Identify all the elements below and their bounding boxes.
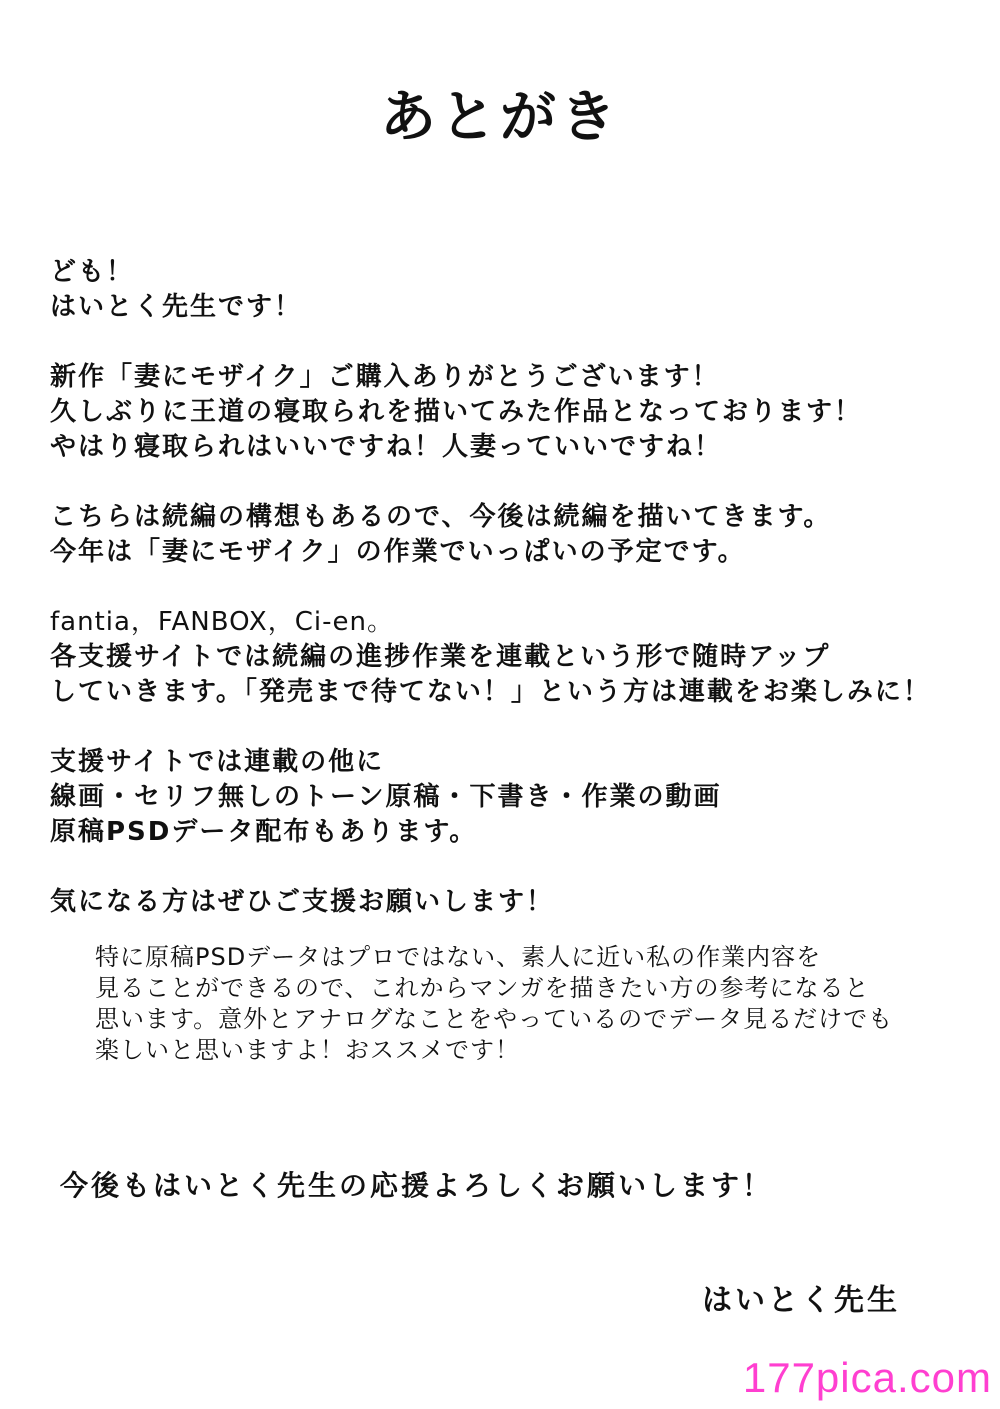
text-line: 支援サイトでは連載の他に: [50, 747, 385, 777]
text-line: やはり寝取られはいいですね！人妻っていいですね！: [50, 432, 723, 462]
author-signature: はいとく先生: [702, 1283, 900, 1318]
text-line: はいとく先生です！: [50, 292, 303, 322]
text-line: していきます。「発売まで待てない！」という方は連載をお楽しみに！: [50, 677, 931, 707]
paragraph-support-sites: [50, 605, 980, 710]
paragraph-sequel: [50, 500, 980, 570]
afterword-body: [50, 255, 980, 955]
text-line: fantia，FANBOX，Ci-en。: [50, 607, 394, 637]
text-line: 線画・セリフ無しのトーン原稿・下書き・作業の動画: [50, 782, 722, 812]
paragraph-extras: [50, 745, 980, 850]
note-line: 見ることができるので、これからマンガを描きたい方の参考になると: [95, 974, 870, 1002]
note-line: 思います。意外とアナログなことをやっているのでデータ見るだけでも: [95, 1005, 894, 1033]
text-line: 久しぶりに王道の寝取られを描いてみた作品となっております！: [50, 397, 863, 427]
text-line: 新作「妻にモザイク」ご購入ありがとうございます！: [50, 362, 720, 392]
text-line: ども！: [50, 257, 135, 287]
paragraph-thanks: [50, 360, 980, 465]
paragraph-greeting: [50, 255, 980, 325]
site-watermark: 177pica.com: [742, 1354, 992, 1401]
psd-note: [95, 942, 975, 1066]
text-line: 今年は「妻にモザイク」の作業でいっぱいの予定です。: [50, 537, 746, 567]
text-line: 気になる方はぜひご支援お願いします！: [50, 887, 555, 917]
paragraph-request: [50, 885, 980, 920]
note-line: 楽しいと思いますよ！おススメです！: [95, 1036, 520, 1064]
closing-message: 今後もはいとく先生の応援よろしくお願いします！: [60, 1169, 774, 1202]
note-line: 特に原稿PSDデータはプロではない、素人に近い私の作業内容を: [95, 943, 822, 971]
text-line: こちらは続編の構想もあるので、今後は続編を描いてきます。: [50, 502, 832, 532]
page-title: あとがき: [380, 85, 620, 150]
text-line: 各支援サイトでは続編の進捗作業を連載という形で随時アップ: [50, 642, 831, 672]
text-line: 原稿PSDデータ配布もあります。: [50, 817, 478, 847]
